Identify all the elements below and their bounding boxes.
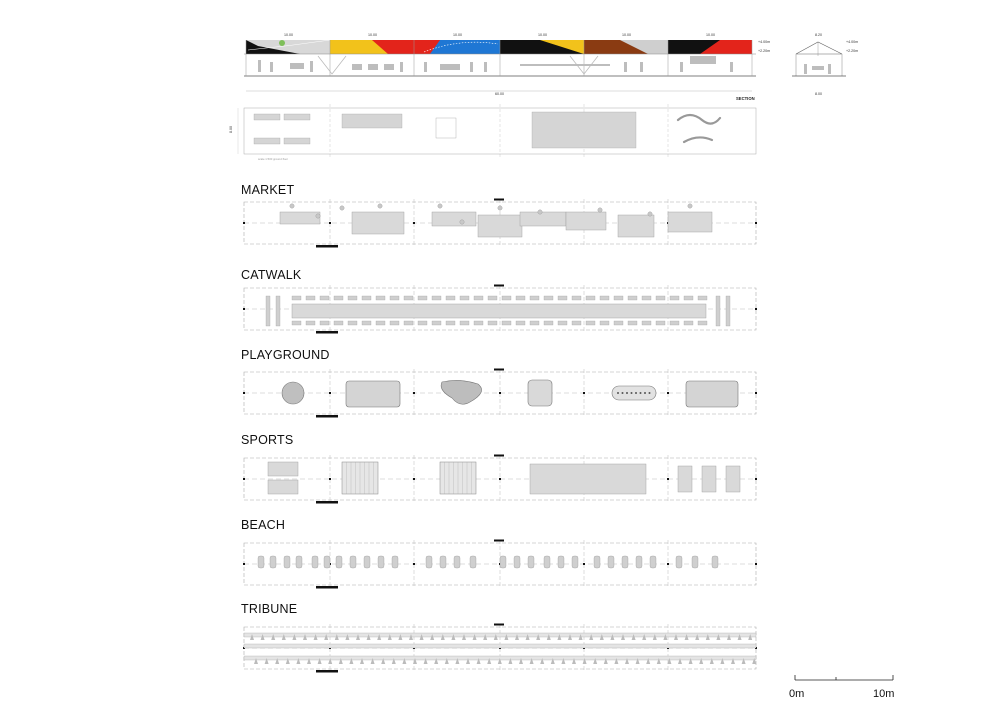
sports-table-2 bbox=[726, 466, 740, 492]
playground-dot-0 bbox=[617, 392, 619, 394]
market-stall-1 bbox=[352, 212, 404, 234]
beach-lounger-6 bbox=[336, 556, 342, 568]
catwalk-seat-top-13 bbox=[474, 296, 483, 300]
beach-lounger-8 bbox=[364, 556, 370, 568]
sports-pingpong-1 bbox=[268, 462, 298, 476]
sports-column-left bbox=[243, 478, 245, 480]
playground-column-1 bbox=[413, 392, 415, 394]
catwalk-seat-top-28 bbox=[684, 296, 693, 300]
beach-lounger-24 bbox=[636, 556, 642, 568]
sports-column-4 bbox=[667, 478, 669, 480]
beach-lounger-4 bbox=[312, 556, 318, 568]
catwalk-seat-bottom-13 bbox=[474, 321, 483, 325]
market-column-1 bbox=[413, 222, 415, 224]
catwalk-seat-top-23 bbox=[614, 296, 623, 300]
market-section-marker bbox=[316, 245, 338, 248]
sports-section-marker bbox=[316, 501, 338, 504]
beach-lounger-17 bbox=[528, 556, 534, 568]
section-elevation bbox=[244, 33, 770, 101]
catwalk-column-right bbox=[755, 308, 757, 310]
catwalk-seat-bottom-18 bbox=[544, 321, 553, 325]
playground-swings bbox=[528, 380, 552, 406]
playground-sandbox bbox=[346, 381, 400, 407]
catwalk-seat-top-27 bbox=[670, 296, 679, 300]
beach-column-1 bbox=[413, 563, 415, 565]
program-label-tribune: TRIBUNE bbox=[241, 602, 298, 616]
scale-bar bbox=[789, 675, 894, 700]
playground-pond bbox=[441, 380, 481, 404]
catwalk-seat-bottom-15 bbox=[502, 321, 511, 325]
beach-lounger-22 bbox=[608, 556, 614, 568]
catwalk-seat-bottom-14 bbox=[488, 321, 497, 325]
catwalk-stand-2 bbox=[716, 296, 720, 326]
catwalk-seat-bottom-3 bbox=[334, 321, 343, 325]
beach-column-left bbox=[243, 563, 245, 565]
side-section-dim: 8.20 bbox=[815, 33, 822, 37]
beach-lounger-23 bbox=[622, 556, 628, 568]
catwalk-seat-bottom-22 bbox=[600, 321, 609, 325]
catwalk-stand-1 bbox=[276, 296, 280, 326]
catwalk-seat-bottom-17 bbox=[530, 321, 539, 325]
catwalk-seat-bottom-21 bbox=[586, 321, 595, 325]
market-person-3 bbox=[378, 204, 382, 208]
catwalk-seat-top-6 bbox=[376, 296, 385, 300]
market-stall-0 bbox=[280, 212, 320, 224]
catwalk-section-marker bbox=[316, 331, 338, 334]
catwalk-runway bbox=[292, 304, 706, 318]
market-person-4 bbox=[438, 204, 442, 208]
tribune-north-marker bbox=[494, 624, 504, 626]
playground-column-3 bbox=[583, 392, 585, 394]
beach-lounger-26 bbox=[676, 556, 682, 568]
catwalk-seat-bottom-6 bbox=[376, 321, 385, 325]
catwalk-seat-top-18 bbox=[544, 296, 553, 300]
beach-lounger-28 bbox=[712, 556, 718, 568]
market-column-right bbox=[755, 222, 757, 224]
sports-column-1 bbox=[413, 478, 415, 480]
catwalk-seat-top-11 bbox=[446, 296, 455, 300]
playground-north-marker bbox=[494, 369, 504, 371]
sports-column-right bbox=[755, 478, 757, 480]
catwalk-seat-bottom-16 bbox=[516, 321, 525, 325]
catwalk-seat-bottom-12 bbox=[460, 321, 469, 325]
beach-lounger-11 bbox=[426, 556, 432, 568]
level-top-right: +4.00m bbox=[758, 40, 771, 44]
catwalk-seat-top-16 bbox=[516, 296, 525, 300]
playground-dot-4 bbox=[635, 392, 637, 394]
catwalk-seat-bottom-4 bbox=[348, 321, 357, 325]
catwalk-seat-top-19 bbox=[558, 296, 567, 300]
catwalk-seat-top-3 bbox=[334, 296, 343, 300]
catwalk-stand-0 bbox=[266, 296, 270, 326]
catwalk-seat-bottom-8 bbox=[404, 321, 413, 325]
bay-dim-1: 10.00 bbox=[284, 33, 293, 37]
catwalk-seat-top-10 bbox=[432, 296, 441, 300]
catwalk-seat-bottom-9 bbox=[418, 321, 427, 325]
playground-carousel bbox=[282, 382, 304, 404]
market-stall-7 bbox=[668, 212, 712, 232]
playground-column-left bbox=[243, 392, 245, 394]
beach-lounger-16 bbox=[514, 556, 520, 568]
sports-table-1 bbox=[702, 466, 716, 492]
sports-pingpong-2 bbox=[268, 480, 298, 494]
market-person-5 bbox=[460, 220, 464, 224]
market-person-6 bbox=[498, 206, 502, 210]
beach-lounger-7 bbox=[350, 556, 356, 568]
tribune-step-0 bbox=[244, 633, 756, 637]
sports-column-2 bbox=[499, 478, 501, 480]
beach-lounger-15 bbox=[500, 556, 506, 568]
catwalk-seat-bottom-25 bbox=[642, 321, 651, 325]
playground-column-2 bbox=[499, 392, 501, 394]
catwalk-seat-top-4 bbox=[348, 296, 357, 300]
playground-dot-2 bbox=[626, 392, 628, 394]
market-person-0 bbox=[290, 204, 294, 208]
beach-lounger-14 bbox=[470, 556, 476, 568]
catwalk-seat-top-29 bbox=[698, 296, 707, 300]
market-person-1 bbox=[316, 214, 320, 218]
beach-lounger-13 bbox=[454, 556, 460, 568]
catwalk-seat-bottom-28 bbox=[684, 321, 693, 325]
ground-plan bbox=[229, 104, 756, 161]
market-person-9 bbox=[648, 212, 652, 216]
market-stall-2 bbox=[432, 212, 476, 226]
catwalk-seat-bottom-0 bbox=[292, 321, 301, 325]
catwalk-seat-top-26 bbox=[656, 296, 665, 300]
catwalk-north-marker bbox=[494, 285, 504, 287]
plan-width-dim: 8.00 bbox=[229, 126, 233, 133]
catwalk-seat-top-22 bbox=[600, 296, 609, 300]
catwalk-seat-bottom-19 bbox=[558, 321, 567, 325]
beach-lounger-25 bbox=[650, 556, 656, 568]
beach-lounger-0 bbox=[258, 556, 264, 568]
program-label-catwalk: CATWALK bbox=[241, 268, 302, 282]
side-width-dim: 8.00 bbox=[815, 92, 822, 96]
catwalk-seat-bottom-11 bbox=[446, 321, 455, 325]
catwalk-seat-bottom-20 bbox=[572, 321, 581, 325]
program-label-market: MARKET bbox=[241, 183, 295, 197]
scale-bar-end: 10m bbox=[873, 688, 895, 700]
side-section bbox=[792, 33, 858, 96]
playground-sandbox-2 bbox=[686, 381, 738, 407]
beach-lounger-18 bbox=[544, 556, 550, 568]
program-label-beach: BEACH bbox=[241, 518, 286, 532]
beach-lounger-19 bbox=[558, 556, 564, 568]
beach-column-3 bbox=[583, 563, 585, 565]
beach-column-right bbox=[755, 563, 757, 565]
catwalk-seat-bottom-29 bbox=[698, 321, 707, 325]
bay-dim-5: 10.00 bbox=[622, 33, 631, 37]
overall-dim: 60.00 bbox=[495, 92, 504, 96]
tribune-section-marker bbox=[316, 670, 338, 673]
catwalk-seat-top-12 bbox=[460, 296, 469, 300]
beach-lounger-21 bbox=[594, 556, 600, 568]
market-north-marker bbox=[494, 199, 504, 201]
market-column-left bbox=[243, 222, 245, 224]
market-stall-6 bbox=[618, 215, 654, 237]
side-level-low: +2.20m bbox=[846, 49, 859, 53]
playground-dot-6 bbox=[644, 392, 646, 394]
market-person-2 bbox=[340, 206, 344, 210]
market-column-0 bbox=[329, 222, 331, 224]
playground-dot-3 bbox=[631, 392, 633, 394]
beach-lounger-5 bbox=[324, 556, 330, 568]
beach-section-marker bbox=[316, 586, 338, 589]
catwalk-seat-bottom-1 bbox=[306, 321, 315, 325]
catwalk-seat-top-14 bbox=[488, 296, 497, 300]
beach-column-4 bbox=[667, 563, 669, 565]
tribune-step-1 bbox=[244, 644, 756, 648]
program-label-playground: PLAYGROUND bbox=[241, 348, 330, 362]
market-stall-3 bbox=[478, 215, 522, 237]
catwalk-seat-top-5 bbox=[362, 296, 371, 300]
beach-lounger-27 bbox=[692, 556, 698, 568]
level-low-right: +2.20m bbox=[758, 49, 771, 53]
catwalk-seat-top-21 bbox=[586, 296, 595, 300]
catwalk-seat-bottom-27 bbox=[670, 321, 679, 325]
catwalk-seat-top-2 bbox=[320, 296, 329, 300]
sports-column-0 bbox=[329, 478, 331, 480]
bay-dim-2: 10.00 bbox=[368, 33, 377, 37]
beach-lounger-10 bbox=[392, 556, 398, 568]
market-person-8 bbox=[598, 208, 602, 212]
catwalk-seat-bottom-5 bbox=[362, 321, 371, 325]
playground-dot-5 bbox=[640, 392, 642, 394]
catwalk-stand-3 bbox=[726, 296, 730, 326]
plan-note: scale 1:500 ground floor bbox=[258, 157, 289, 161]
catwalk-seat-top-1 bbox=[306, 296, 315, 300]
catwalk-seat-top-7 bbox=[390, 296, 399, 300]
beach-north-marker bbox=[494, 540, 504, 542]
catwalk-seat-bottom-2 bbox=[320, 321, 329, 325]
catwalk-seat-top-25 bbox=[642, 296, 651, 300]
playground-column-right bbox=[755, 392, 757, 394]
catwalk-seat-top-8 bbox=[404, 296, 413, 300]
catwalk-seat-top-17 bbox=[530, 296, 539, 300]
sports-north-marker bbox=[494, 455, 504, 457]
catwalk-seat-top-0 bbox=[292, 296, 301, 300]
playground-column-4 bbox=[667, 392, 669, 394]
catwalk-seat-top-15 bbox=[502, 296, 511, 300]
beach-lounger-12 bbox=[440, 556, 446, 568]
section-title: SECTION bbox=[736, 96, 755, 101]
catwalk-seat-top-9 bbox=[418, 296, 427, 300]
catwalk-column-left bbox=[243, 308, 245, 310]
beach-lounger-1 bbox=[270, 556, 276, 568]
playground-section-marker bbox=[316, 415, 338, 418]
beach-lounger-20 bbox=[572, 556, 578, 568]
catwalk-seat-bottom-24 bbox=[628, 321, 637, 325]
playground-column-0 bbox=[329, 392, 331, 394]
catwalk-seat-bottom-7 bbox=[390, 321, 399, 325]
market-stall-4 bbox=[520, 212, 566, 226]
catwalk-seat-top-20 bbox=[572, 296, 581, 300]
bay-dim-3: 10.00 bbox=[453, 33, 462, 37]
beach-lounger-3 bbox=[296, 556, 302, 568]
playground-dot-7 bbox=[649, 392, 651, 394]
bay-dim-4: 10.00 bbox=[538, 33, 547, 37]
catwalk-seat-bottom-26 bbox=[656, 321, 665, 325]
market-stall-5 bbox=[566, 212, 606, 230]
catwalk-seat-bottom-23 bbox=[614, 321, 623, 325]
side-level-top: +4.00m bbox=[846, 40, 859, 44]
program-label-sports: SPORTS bbox=[241, 433, 294, 447]
bay-dim-6: 10.00 bbox=[706, 33, 715, 37]
catwalk-seat-bottom-10 bbox=[432, 321, 441, 325]
sports-field bbox=[530, 464, 646, 494]
beach-lounger-9 bbox=[378, 556, 384, 568]
scale-bar-start: 0m bbox=[789, 688, 805, 700]
playground-dot-1 bbox=[622, 392, 624, 394]
sports-table-0 bbox=[678, 466, 692, 492]
catwalk-seat-top-24 bbox=[628, 296, 637, 300]
program-strips bbox=[243, 199, 757, 673]
market-person-7 bbox=[538, 210, 542, 214]
beach-lounger-2 bbox=[284, 556, 290, 568]
market-person-10 bbox=[688, 204, 692, 208]
